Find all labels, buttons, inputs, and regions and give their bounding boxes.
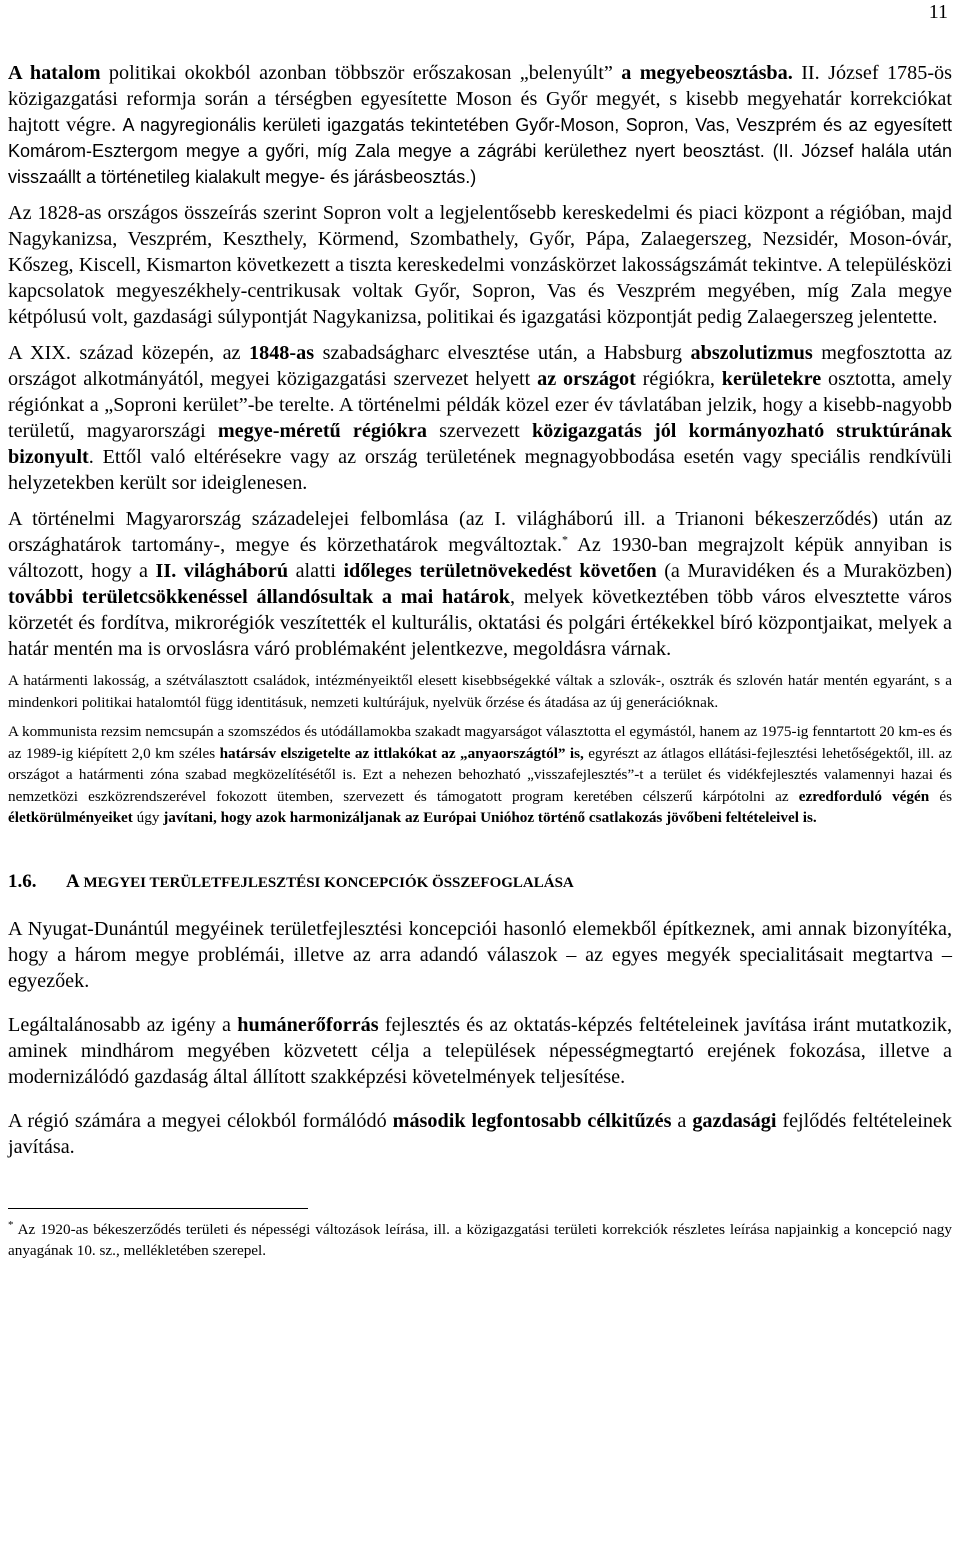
paragraph-concepts: A Nyugat-Dunántúl megyéinek területfejlesztési koncepciói hasonló elemekből építkeznek, ami annak bizonyítéka, hogy a három megye problémái, illetve az arra adandó válaszok – az egyes megyék specialitásait megtartva – egyezőek.: [8, 917, 952, 992]
page-content: [8, 60, 952, 1262]
paragraph-border-population: A határmenti lakosság, a szétválasztott családok, intézményeiktől elesett kisebbségekké váltak a szlovák-, osztrák és szlovén határ mentén egyaránt, s a mindenkori politikai hatalomtól függ identitásuk, nemzeti kultúrájuk, nyelvük őrzése és átadása az új generációknak.: [8, 672, 952, 711]
footnote-reference[interactable]: *: [562, 532, 569, 547]
sans-text: A nagyregionális kerületi igazgatás tekintetében Győr-Moson, Sopron, Vas, Veszprém és az egyesített Komárom-Esztergom megye a győri, míg Zala megye a zágrábi kerülethez nyert beosztást. (II. József halála után visszaállt a történetileg kialakult megye- és járásbeosztás.): [8, 115, 952, 187]
footnote: * Az 1920-as békeszerződés területi és népességi változások leírása, ill. a közigazgatási területi korrekciók részletes leírása napjainkig a koncepció nagy anyagának 10. sz., mellékletében szerepel.: [8, 1218, 952, 1259]
paragraph-19th-century: A XIX. század közepén, az 1848-as szabadságharc elvesztése után, a Habsburg abszolutizmus megfosztotta az országot alkotmányától, megyei közigazgatási szervezet helyett az országot régiókra, kerületekre osztotta, amely régiónkat a „Soproni kerület”-be terelte. A történelmi példák közel ezer év távlatában jelzik, hogy a kisebb-nagyobb területű, magyarországi megye-méretű régiókra szervezett közigazgatás jól kormányozható struktúrának bizonyult. Ettől való eltérésekre vagy az ország területének megnagyobbodása esetén vagy speciális rendkívüli helyzetekben került sor ideiglenesen.: [8, 342, 952, 494]
bold-text: A hatalom: [8, 62, 101, 84]
section-heading: [8, 869, 952, 896]
paragraph-1828-census: Az 1828-as országos összeírás szerint Sopron volt a legjelentősebb kereskedelmi és piaci központ a régióban, majd Nagykanizsa, Veszprém, Keszthely, Körmend, Szombathely, Győr, Pápa, Zalaegerszeg, Nezsidér, Moson-óvár, Kőszeg, Kiscell, Kismarton következett a tiszta kereskedelmi vonzáskörzet lakosságszámát tekintve. A településközi kapcsolatok megyeszékhely-centrikusak voltak Győr, Sopron, Vas és Veszprém megyében, míg Zala megye kétpólusú volt, gazdasági súlypontját Nagykanizsa, politikai és igazgatási központját pedig Zalaegerszeg jelentette.: [8, 202, 952, 328]
section-title: A MEGYEI TERÜLETFEJLESZTÉSI KONCEPCIÓK ÖSSZEFOGLALÁSA: [66, 870, 574, 892]
bold-text: a megyebeosztásba.: [621, 62, 793, 84]
section-number: 1.6.: [8, 870, 37, 892]
footnote-mark: *: [8, 1218, 14, 1231]
paragraph-communist-regime: A kommunista rezsim nemcsupán a szomszédos és utódállamokba szakadt magyarságot választotta el egymástól, hanem az 1975-ig fenntartott 20 km-es és az 1989-ig kiépített 2,0 km széles határsáv elszigetelte az ittlakókat az „anyaországtól” is, egyrészt az átlagos ellátási-fejlesztési lehetőségektől, ill. az országot a határmenti zóna szabad megközelítésétől is. Ezt a nehezen behozható „visszafejlesztés”-t a terület és vidékfejlesztés valamennyi hazai és nemzetközi eszközrendszerével fokozott ütemben, szervezett és támogatott program keretében célszerű kárpótolni az ezredforduló végén és életkörülményeiket úgy javítani, hogy azok harmonizáljanak az Európai Unióhoz történő csatlakozás jövőbeni feltételeivel is.: [8, 723, 953, 826]
footnote-divider: [8, 1208, 308, 1209]
paragraph-county-division: A hatalom politikai okokból azonban többször erőszakosan „belenyúlt” a megyebeosztásba. II. József 1785-ös közigazgatási reformja során a térségben egyesítette Moson és Győr megyét, s kisebb megyehatár korrekciókat hajtott végre. A nagyregionális kerületi igazgatás tekintetében Győr-Moson, Sopron, Vas, Veszprém és az egyesített Komárom-Esztergom megye a győri, míg Zala megye a zágrábi kerülethez nyert beosztást. (II. József halála után visszaállt a történetileg kialakult megye- és járásbeosztás.): [8, 62, 952, 187]
paragraph-economy: A régió számára a megyei célokból formálódó második legfontosabb célkitűzés a gazdasági fejlődés feltételeinek javítása.: [8, 1109, 952, 1158]
paragraph-trianon: A történelmi Magyarország századelejei felbomlása (az I. világháború ill. a Trianoni békeszerződés) után az országhatárok tartomány-, megye és körzethatárok megváltoztak.* Az 1930-ban megrajzolt képük annyiban is változott, hogy a II. világháború alatti időleges területnövekedést követően (a Muravidéken és a Muraközben) további területcsökkenéssel állandósultak a mai határok, melyek következtében több város elvesztette város körzetét és fordítva, mikrorégiók veszítették el kulturális, oktatási és polgári értékekkel bíró központjaikat, melyek a határ mentén ma is orvoslásra váró problémaként jelentkezve, megoldásra várnak.: [8, 508, 952, 660]
paragraph-human-resources: Legáltalánosabb az igény a humánerőforrás fejlesztés és az oktatás-képzés feltételeinek javítása iránt mutatkozik, aminek mindhárom megyében közvetett célja a települések népességmegtartó erejének fokozása, illetve a modernizálódó gazdaság által állított szakképzési követelmények teljesítése.: [8, 1013, 952, 1088]
page-number: 11: [928, 1, 948, 23]
